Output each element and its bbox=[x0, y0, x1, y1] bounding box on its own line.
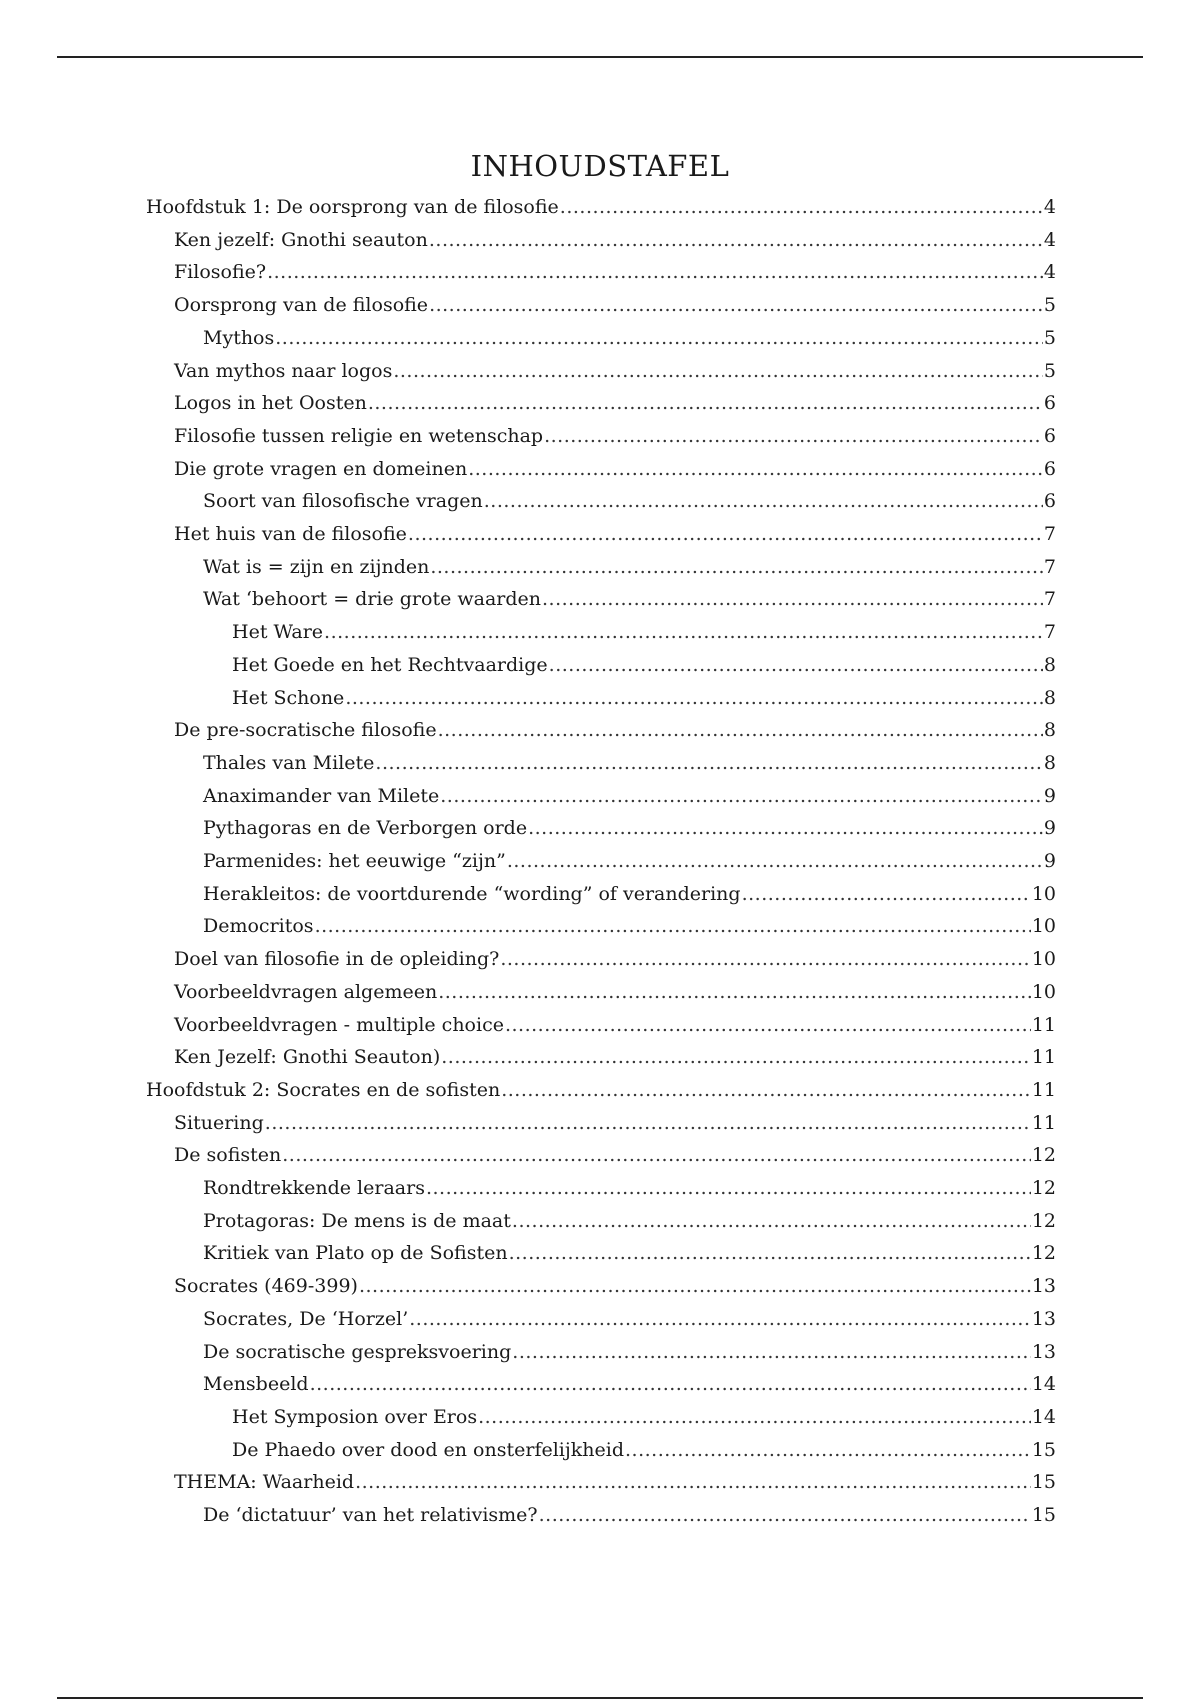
toc-entry-label: De pre-socratische filosofie bbox=[174, 719, 437, 741]
toc-leader-dots bbox=[275, 322, 1043, 354]
toc-entry[interactable] bbox=[174, 355, 1056, 387]
toc-entry-page-number: 4 bbox=[1043, 196, 1056, 218]
toc-entry-label: Logos in het Oosten bbox=[174, 392, 367, 414]
toc-entry[interactable] bbox=[203, 1499, 1056, 1531]
toc-entry[interactable] bbox=[203, 1336, 1056, 1368]
toc-leader-dots bbox=[560, 191, 1043, 223]
toc-entry-page-number: 7 bbox=[1043, 621, 1056, 643]
toc-entry-page-number: 13 bbox=[1031, 1341, 1056, 1363]
toc-entry-page-number: 4 bbox=[1043, 229, 1056, 251]
header-rule bbox=[57, 56, 1143, 58]
toc-entry-label: Het Symposion over Eros bbox=[232, 1406, 478, 1428]
toc-entry-page-number: 12 bbox=[1031, 1242, 1056, 1264]
toc-entry-page-number: 14 bbox=[1031, 1406, 1056, 1428]
toc-entry[interactable] bbox=[203, 583, 1056, 615]
toc-entry-label: Het huis van de filosofie bbox=[174, 523, 407, 545]
toc-leader-dots bbox=[368, 387, 1043, 419]
toc-entry-label: Mythos bbox=[203, 327, 275, 349]
toc-entry[interactable] bbox=[203, 845, 1056, 877]
toc-entry[interactable] bbox=[203, 1368, 1056, 1400]
toc-entry[interactable] bbox=[203, 1205, 1056, 1237]
toc-entry[interactable] bbox=[174, 1139, 1056, 1171]
toc-leader-dots bbox=[267, 256, 1043, 288]
toc-leader-dots bbox=[438, 976, 1031, 1008]
toc-entry-label: Oorsprong van de filosofie bbox=[174, 294, 429, 316]
toc-entry-label: Mensbeeld bbox=[203, 1373, 309, 1395]
toc-entry[interactable] bbox=[203, 812, 1056, 844]
toc-entry-label: Parmenides: het eeuwige “zijn” bbox=[203, 850, 506, 872]
toc-entry-page-number: 12 bbox=[1031, 1144, 1056, 1166]
toc-entry[interactable] bbox=[174, 1009, 1056, 1041]
toc-entry-page-number: 9 bbox=[1043, 850, 1056, 872]
toc-leader-dots bbox=[359, 1270, 1031, 1302]
toc-entry-label: Filosofie? bbox=[174, 261, 267, 283]
toc-entry-label: Hoofdstuk 2: Socrates en de sofisten bbox=[146, 1079, 501, 1101]
toc-leader-dots bbox=[315, 910, 1031, 942]
footer-rule bbox=[57, 1697, 1143, 1699]
toc-entry[interactable] bbox=[174, 1466, 1056, 1498]
toc-entry-label: Situering bbox=[174, 1112, 264, 1134]
toc-leader-dots bbox=[484, 485, 1043, 517]
toc-entry-label: De socratische gespreksvoering bbox=[203, 1341, 512, 1363]
toc-entry-page-number: 10 bbox=[1031, 981, 1056, 1003]
toc-entry-page-number: 8 bbox=[1043, 719, 1056, 741]
toc-entry-label: Rondtrekkende leraars bbox=[203, 1177, 425, 1199]
toc-entry-page-number: 5 bbox=[1043, 294, 1056, 316]
toc-entry[interactable] bbox=[203, 910, 1056, 942]
toc-leader-dots bbox=[501, 1074, 1031, 1106]
toc-entry-label: Kritiek van Plato op de Sofisten bbox=[203, 1242, 508, 1264]
toc-entry-page-number: 10 bbox=[1031, 948, 1056, 970]
toc-entry-label: Ken Jezelf: Gnothi Seauton) bbox=[174, 1046, 441, 1068]
toc-entry[interactable] bbox=[232, 1401, 1056, 1433]
toc-entry-label: Hoofdstuk 1: De oorsprong van de filosofie bbox=[146, 196, 559, 218]
toc-entry-label: Voorbeeldvragen algemeen bbox=[174, 981, 438, 1003]
toc-entry-page-number: 4 bbox=[1043, 261, 1056, 283]
toc-leader-dots bbox=[505, 1009, 1031, 1041]
toc-entry-label: Het Goede en het Rechtvaardige bbox=[232, 654, 548, 676]
toc-leader-dots bbox=[429, 289, 1043, 321]
toc-entry[interactable] bbox=[203, 780, 1056, 812]
toc-entry[interactable] bbox=[146, 1074, 1056, 1106]
toc-entry[interactable] bbox=[174, 1270, 1056, 1302]
toc-entry-page-number: 11 bbox=[1031, 1079, 1056, 1101]
toc-leader-dots bbox=[440, 780, 1043, 812]
toc-entry-page-number: 10 bbox=[1031, 883, 1056, 905]
toc-entry-label: Socrates, De ‘Horzel’ bbox=[203, 1308, 409, 1330]
toc-entry-page-number: 9 bbox=[1043, 817, 1056, 839]
toc-entry[interactable] bbox=[174, 256, 1056, 288]
toc-entry[interactable] bbox=[174, 714, 1056, 746]
toc-leader-dots bbox=[478, 1401, 1031, 1433]
toc-entry-label: De sofisten bbox=[174, 1144, 282, 1166]
toc-leader-dots bbox=[512, 1205, 1031, 1237]
toc-entry-label: Anaximander van Milete bbox=[203, 785, 440, 807]
toc-entry-page-number: 14 bbox=[1031, 1373, 1056, 1395]
toc-leader-dots bbox=[430, 551, 1043, 583]
toc-entry-label: Die grote vragen en domeinen bbox=[174, 458, 468, 480]
toc-entry-label: Pythagoras en de Verborgen orde bbox=[203, 817, 528, 839]
toc-entry[interactable] bbox=[174, 943, 1056, 975]
toc-entry-page-number: 6 bbox=[1043, 425, 1056, 447]
toc-entry-label: Filosofie tussen religie en wetenschap bbox=[174, 425, 544, 447]
toc-leader-dots bbox=[426, 1172, 1031, 1204]
toc-entry-page-number: 11 bbox=[1031, 1014, 1056, 1036]
toc-leader-dots bbox=[468, 453, 1043, 485]
toc-entry-page-number: 11 bbox=[1031, 1112, 1056, 1134]
toc-entry-page-number: 5 bbox=[1043, 327, 1056, 349]
toc-entry-label: Thales van Milete bbox=[203, 752, 375, 774]
toc-entry[interactable] bbox=[174, 518, 1056, 550]
toc-entry[interactable] bbox=[203, 322, 1056, 354]
toc-entry-page-number: 6 bbox=[1043, 490, 1056, 512]
toc-entry-page-number: 8 bbox=[1043, 654, 1056, 676]
toc-entry-page-number: 6 bbox=[1043, 392, 1056, 414]
toc-entry-page-number: 12 bbox=[1031, 1177, 1056, 1199]
toc-entry[interactable] bbox=[174, 453, 1056, 485]
toc-entry-page-number: 6 bbox=[1043, 458, 1056, 480]
toc-entry[interactable] bbox=[232, 649, 1056, 681]
toc-entry-page-number: 10 bbox=[1031, 915, 1056, 937]
toc-leader-dots bbox=[549, 649, 1043, 681]
toc-entry[interactable] bbox=[174, 224, 1056, 256]
toc-leader-dots bbox=[512, 1336, 1031, 1368]
toc-entry-label: Protagoras: De mens is de maat bbox=[203, 1210, 511, 1232]
toc-leader-dots bbox=[500, 943, 1030, 975]
toc-leader-dots bbox=[507, 845, 1043, 877]
toc-entry[interactable] bbox=[203, 747, 1056, 779]
toc-leader-dots bbox=[441, 1041, 1031, 1073]
toc-entry-page-number: 11 bbox=[1031, 1046, 1056, 1068]
toc-entry[interactable] bbox=[203, 1172, 1056, 1204]
toc-entry-label: Wat is = zijn en zijnden bbox=[203, 556, 430, 578]
toc-leader-dots bbox=[438, 714, 1043, 746]
toc-entry-label: Socrates (469-399) bbox=[174, 1275, 358, 1297]
toc-entry-page-number: 13 bbox=[1031, 1275, 1056, 1297]
toc-entry[interactable] bbox=[174, 289, 1056, 321]
toc-entry-label: Wat ‘behoort = drie grote waarden bbox=[203, 588, 542, 610]
toc-entry[interactable] bbox=[174, 420, 1056, 452]
toc-entry[interactable] bbox=[174, 976, 1056, 1008]
toc-entry[interactable] bbox=[174, 1041, 1056, 1073]
toc-leader-dots bbox=[544, 420, 1043, 452]
toc-entry-page-number: 7 bbox=[1043, 588, 1056, 610]
toc-leader-dots bbox=[542, 583, 1043, 615]
toc-entry-label: Voorbeeldvragen - multiple choice bbox=[174, 1014, 504, 1036]
toc-entry-page-number: 15 bbox=[1031, 1471, 1056, 1493]
toc-leader-dots bbox=[282, 1139, 1031, 1171]
toc-leader-dots bbox=[625, 1434, 1031, 1466]
toc-entry-page-number: 15 bbox=[1031, 1439, 1056, 1461]
toc-leader-dots bbox=[265, 1107, 1031, 1139]
toc-leader-dots bbox=[429, 224, 1043, 256]
toc-entry-page-number: 8 bbox=[1043, 752, 1056, 774]
toc-entry[interactable] bbox=[203, 551, 1056, 583]
toc-entry-label: Het Schone bbox=[232, 687, 345, 709]
toc-entry[interactable] bbox=[174, 387, 1056, 419]
toc-entry[interactable] bbox=[232, 682, 1056, 714]
toc-leader-dots bbox=[528, 812, 1043, 844]
toc-entry-page-number: 5 bbox=[1043, 360, 1056, 382]
toc-entry-label: Het Ware bbox=[232, 621, 324, 643]
toc-entry-page-number: 7 bbox=[1043, 523, 1056, 545]
toc-entry[interactable] bbox=[203, 878, 1056, 910]
toc-entry[interactable] bbox=[203, 485, 1056, 517]
toc-entry-label: THEMA: Waarheid bbox=[174, 1471, 355, 1493]
toc-leader-dots bbox=[393, 355, 1043, 387]
toc-title: INHOUDSTAFEL bbox=[470, 149, 730, 183]
toc-leader-dots bbox=[409, 1303, 1031, 1335]
toc-entry-label: Doel van filosofie in de opleiding? bbox=[174, 948, 500, 970]
toc-entry-page-number: 12 bbox=[1031, 1210, 1056, 1232]
toc-entry-page-number: 7 bbox=[1043, 556, 1056, 578]
toc-entry[interactable] bbox=[203, 1303, 1056, 1335]
toc-leader-dots bbox=[375, 747, 1042, 779]
toc-leader-dots bbox=[345, 682, 1043, 714]
toc-entry-label: Herakleitos: de voortdurende “wording” of verandering bbox=[203, 883, 741, 905]
toc-entry-label: De Phaedo over dood en onsterfelijkheid bbox=[232, 1439, 624, 1461]
toc-entry-label: De ‘dictatuur’ van het relativisme? bbox=[203, 1504, 538, 1526]
toc-entry[interactable] bbox=[232, 616, 1056, 648]
toc-leader-dots bbox=[539, 1499, 1031, 1531]
toc-entry-label: Soort van filosofische vragen bbox=[203, 490, 483, 512]
toc-entry[interactable] bbox=[146, 191, 1056, 223]
toc-entry-label: Van mythos naar logos bbox=[174, 360, 393, 382]
toc-leader-dots bbox=[742, 878, 1031, 910]
toc-entry-page-number: 13 bbox=[1031, 1308, 1056, 1330]
toc-entry[interactable] bbox=[174, 1107, 1056, 1139]
toc-leader-dots bbox=[509, 1237, 1031, 1269]
toc-entry[interactable] bbox=[232, 1434, 1056, 1466]
toc-entry-label: Ken jezelf: Gnothi seauton bbox=[174, 229, 428, 251]
toc-entry[interactable] bbox=[203, 1237, 1056, 1269]
toc-entry-page-number: 8 bbox=[1043, 687, 1056, 709]
toc-entry-page-number: 9 bbox=[1043, 785, 1056, 807]
toc-entry-page-number: 15 bbox=[1031, 1504, 1056, 1526]
toc-entry-label: Democritos bbox=[203, 915, 314, 937]
toc-leader-dots bbox=[355, 1466, 1031, 1498]
toc-leader-dots bbox=[324, 616, 1043, 648]
toc-leader-dots bbox=[408, 518, 1043, 550]
toc-leader-dots bbox=[310, 1368, 1031, 1400]
